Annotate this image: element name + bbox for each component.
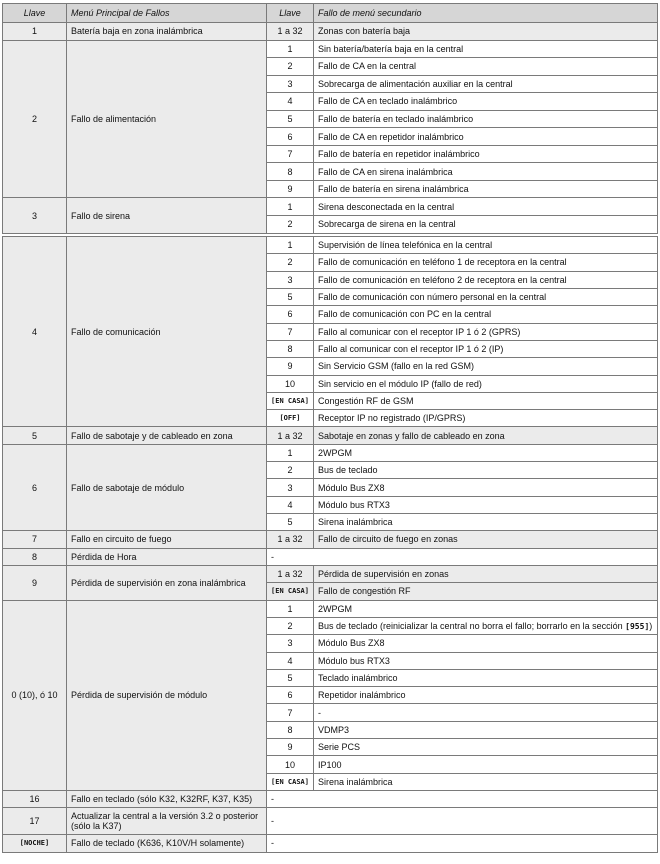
sub-label: Fallo de comunicación en teléfono 1 de receptora en la central	[314, 254, 658, 271]
main-label: Actualizar la central a la versión 3.2 o posterior (sólo la K37)	[67, 808, 267, 835]
trouble-table-part-1	[2, 3, 658, 234]
sub-label: Fallo de comunicación con PC en la central	[314, 306, 658, 323]
main-label: Fallo de teclado (K636, K10V/H solamente)	[67, 835, 267, 852]
main-key: 3	[3, 198, 67, 233]
sub-key: 9	[267, 180, 314, 198]
sub-label: Fallo de circuito de fuego en zonas	[314, 531, 658, 548]
main-label: Fallo de comunicación	[67, 237, 267, 427]
table-row-night-keypad	[3, 835, 658, 852]
sub-key: 1 a 32	[267, 565, 314, 582]
header-key-secondary: Llave	[267, 4, 314, 23]
main-key: 9	[3, 565, 67, 600]
sub-key: 5	[267, 288, 314, 305]
table-row-low-battery	[3, 23, 658, 41]
sub-key: 3	[267, 635, 314, 652]
table-header-row	[3, 4, 658, 23]
main-label: Fallo en circuito de fuego	[67, 531, 267, 548]
sub-label: Fallo al comunicar con el receptor IP 1 ó 2 (IP)	[314, 340, 658, 357]
sub-label: Supervisión de línea telefónica en la central	[314, 237, 658, 254]
main-label: Fallo de sirena	[67, 198, 267, 233]
sub-label: VDMP3	[314, 721, 658, 738]
sub-label: Receptor IP no registrado (IP/GPRS)	[314, 410, 658, 427]
main-key: 1	[3, 23, 67, 41]
sub-label: Bus de teclado	[314, 462, 658, 479]
sub-label: Sobrecarga de alimentación auxiliar en la central	[314, 75, 658, 93]
main-key: 16	[3, 791, 67, 808]
sub-key: 6	[267, 306, 314, 323]
sub-label: Repetidor inalámbrico	[314, 687, 658, 704]
sub-key: 3	[267, 75, 314, 93]
sub-label: 2WPGM	[314, 444, 658, 461]
sub-key: 7	[267, 323, 314, 340]
sub-key: 5	[267, 669, 314, 686]
sub-key: 9	[267, 739, 314, 756]
section-reference: [955]	[625, 621, 650, 631]
sub-key: 8	[267, 163, 314, 181]
main-key: 6	[3, 444, 67, 531]
sub-label: -	[267, 808, 658, 835]
sub-label: Fallo de comunicación en teléfono 2 de receptora en la central	[314, 271, 658, 288]
sub-key: 2	[267, 216, 314, 234]
main-key: 17	[3, 808, 67, 835]
sub-key: 2	[267, 58, 314, 76]
main-label: Batería baja en zona inalámbrica	[67, 23, 267, 41]
main-key: 2	[3, 40, 67, 198]
sub-label: Fallo de batería en repetidor inalámbrico	[314, 145, 658, 163]
sub-key: 9	[267, 358, 314, 375]
sub-key: [EN CASA]	[267, 392, 314, 409]
main-label: Fallo de alimentación	[67, 40, 267, 198]
trouble-table-part-2	[2, 236, 658, 853]
sub-key: 2	[267, 254, 314, 271]
sub-label: Fallo de batería en sirena inalámbrica	[314, 180, 658, 198]
sub-key: 1 a 32	[267, 427, 314, 444]
main-label: Pérdida de Hora	[67, 548, 267, 565]
sub-key: 2	[267, 462, 314, 479]
sub-key: 1	[267, 600, 314, 617]
sub-key: 3	[267, 271, 314, 288]
sub-key: 7	[267, 704, 314, 721]
sub-label	[314, 617, 658, 634]
sub-key: 1 a 32	[267, 531, 314, 548]
header-sub-menu: Fallo de menú secundario	[314, 4, 658, 23]
sub-label: Serie PCS	[314, 739, 658, 756]
table-row-fire-circuit	[3, 531, 658, 548]
sub-label: -	[314, 704, 658, 721]
sub-label: Módulo bus RTX3	[314, 652, 658, 669]
sub-key: 3	[267, 479, 314, 496]
sub-label: Fallo de CA en sirena inalámbrica	[314, 163, 658, 181]
sub-key: 1	[267, 237, 314, 254]
sub-label: Sin Servicio GSM (fallo en la red GSM)	[314, 358, 658, 375]
sub-key: [EN CASA]	[267, 773, 314, 790]
sub-key: 4	[267, 652, 314, 669]
sub-key: 8	[267, 340, 314, 357]
sub-key: 6	[267, 128, 314, 146]
sub-key: [EN CASA]	[267, 583, 314, 600]
sub-key: 5	[267, 514, 314, 531]
sub-label: Fallo de congestión RF	[314, 583, 658, 600]
header-main-menu: Menú Principal de Fallos	[67, 4, 267, 23]
sub-label: Fallo de CA en la central	[314, 58, 658, 76]
table-row-wireless-supervision	[3, 565, 658, 582]
main-label: Fallo de sabotaje y de cableado en zona	[67, 427, 267, 444]
main-key: 8	[3, 548, 67, 565]
sub-key: 6	[267, 687, 314, 704]
sub-label: IP100	[314, 756, 658, 773]
main-label: Fallo en teclado (sólo K32, K32RF, K37, K35)	[67, 791, 267, 808]
header-key: Llave	[3, 4, 67, 23]
main-label: Fallo de sabotaje de módulo	[67, 444, 267, 531]
sub-label: Fallo de batería en teclado inalámbrico	[314, 110, 658, 128]
sub-label: Fallo al comunicar con el receptor IP 1 ó 2 (GPRS)	[314, 323, 658, 340]
sub-label: Módulo Bus ZX8	[314, 479, 658, 496]
sub-label: Sirena inalámbrica	[314, 773, 658, 790]
sub-key: 7	[267, 145, 314, 163]
sub-label: Sin servicio en el módulo IP (fallo de red)	[314, 375, 658, 392]
sub-label: Módulo bus RTX3	[314, 496, 658, 513]
sub-key: 1	[267, 444, 314, 461]
sub-key: 1	[267, 40, 314, 58]
sub-label: 2WPGM	[314, 600, 658, 617]
sub-key: 10	[267, 756, 314, 773]
table-row-power	[3, 40, 658, 58]
sub-label: Zonas con batería baja	[314, 23, 658, 41]
sub-label: -	[267, 835, 658, 852]
sub-label: Sirena desconectada en la central	[314, 198, 658, 216]
main-key: [NOCHE]	[3, 835, 67, 852]
sub-label: Sobrecarga de sirena en la central	[314, 216, 658, 234]
table-row-clock-loss	[3, 548, 658, 565]
main-key: 4	[3, 237, 67, 427]
sub-key: 2	[267, 617, 314, 634]
main-key: 5	[3, 427, 67, 444]
main-key: 7	[3, 531, 67, 548]
sub-label: Sirena inalámbrica	[314, 514, 658, 531]
sub-label: Pérdida de supervisión en zonas	[314, 565, 658, 582]
table-row-zone-tamper	[3, 427, 658, 444]
sub-label-close: )	[649, 620, 653, 631]
sub-key: 8	[267, 721, 314, 738]
sub-key: [OFF]	[267, 410, 314, 427]
sub-key: 5	[267, 110, 314, 128]
sub-label: Sabotaje en zonas y fallo de cableado en zona	[314, 427, 658, 444]
sub-label: -	[267, 791, 658, 808]
sub-key: 4	[267, 496, 314, 513]
sub-label: Módulo Bus ZX8	[314, 635, 658, 652]
sub-label: Fallo de CA en repetidor inalámbrico	[314, 128, 658, 146]
main-key: 0 (10), ó 10	[3, 600, 67, 790]
table-row-module-tamper	[3, 444, 658, 461]
table-row-keypad-fault	[3, 791, 658, 808]
sub-key: 1	[267, 198, 314, 216]
main-label: Pérdida de supervisión en zona inalámbrica	[67, 565, 267, 600]
sub-label: -	[267, 548, 658, 565]
main-label: Pérdida de supervisión de módulo	[67, 600, 267, 790]
sub-key: 4	[267, 93, 314, 111]
table-row-module-supervision	[3, 600, 658, 617]
sub-label: Teclado inalámbrico	[314, 669, 658, 686]
table-row-update-panel	[3, 808, 658, 835]
sub-label-text: Bus de teclado (reinicializar la central no borra el fallo; borrarlo en la sección	[318, 620, 623, 631]
table-row-siren	[3, 198, 658, 216]
sub-label: Fallo de comunicación con número personal en la central	[314, 288, 658, 305]
sub-label: Sin batería/batería baja en la central	[314, 40, 658, 58]
sub-label: Fallo de CA en teclado inalámbrico	[314, 93, 658, 111]
sub-label: Congestión RF de GSM	[314, 392, 658, 409]
table-row-communication	[3, 237, 658, 254]
sub-key: 1 a 32	[267, 23, 314, 41]
sub-key: 10	[267, 375, 314, 392]
